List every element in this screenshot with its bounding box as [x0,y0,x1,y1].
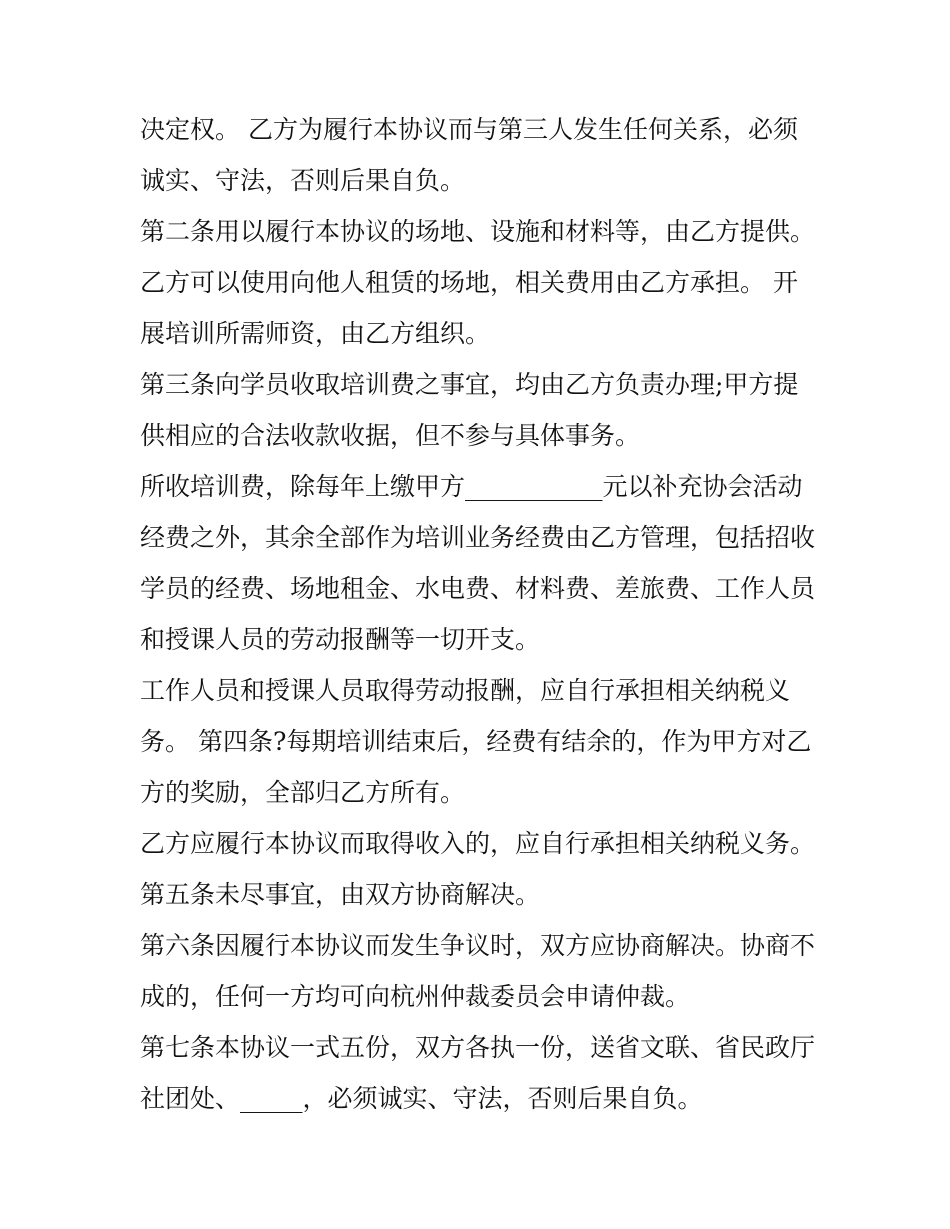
agreement-text [140,104,830,1124]
text-line: 第五条未尽事宜，由双方协商解决。 [140,880,541,909]
text-line: 方的奖励，全部归乙方所有。 [140,778,466,807]
text-line: 展培训所需师资，由乙方组织。 [140,319,491,348]
text-line: 成的，任何一方均可向杭州仲裁委员会申请仲裁。 [140,982,691,1011]
text-line: 第七条本协议一式五份，双方各执一份，送省文联、省民政厅 [140,1033,816,1062]
text-line: 社团处、_____，必须诚实、守法，否则后果自负。 [140,1084,703,1113]
text-line: 第二条用以履行本协议的场地、设施和材料等，由乙方提供。 [140,217,816,246]
text-line: 所收培训费，除每年上缴甲方___________元以补充协会活动 [140,472,803,501]
text-line: 乙方应履行本协议而取得收入的，应自行承担相关纳税义务。 [140,829,816,858]
text-line: 和授课人员的劳动报酬等一切开支。 [140,625,541,654]
text-line: 乙方可以使用向他人租赁的场地，相关费用由乙方承担。 开 [140,268,798,297]
text-line: 第六条因履行本协议而发生争议时，双方应协商解决。协商不 [140,931,816,960]
text-line: 经费之外，其余全部作为培训业务经费由乙方管理，包括招收 [140,523,816,552]
text-line: 第三条向学员收取培训费之事宜，均由乙方负责办理;甲方提 [140,370,799,399]
text-line: 诚实、守法，否则后果自负。 [140,166,466,195]
text-line: 决定权。 乙方为履行本协议而与第三人发生任何关系，必须 [140,115,798,144]
text-line: 工作人员和授课人员取得劳动报酬，应自行承担相关纳税义 [140,676,791,705]
text-line: 学员的经费、场地租金、水电费、材料费、差旅费、工作人员 [140,574,816,603]
text-line: 供相应的合法收款收据，但不参与具体事务。 [140,421,641,450]
text-line: 务。 第四条?每期培训结束后，经费有结余的，作为甲方对乙 [140,727,812,756]
